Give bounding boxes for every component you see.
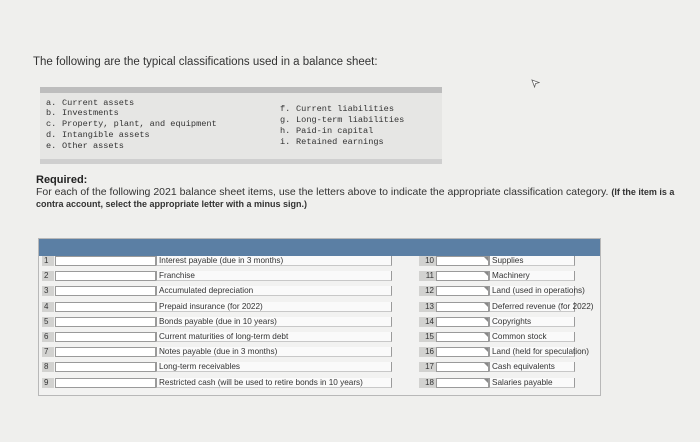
table-row [39,286,600,297]
item-description: Franchise [156,271,392,281]
dropdown-corner-icon [484,348,488,352]
table-row [39,347,600,358]
item-number: 4 [42,302,54,312]
classification-item [280,137,384,148]
classification-table [38,238,601,396]
item-number: 18 [419,378,436,388]
item-number: 15 [419,332,436,342]
dropdown-corner-icon [484,379,488,383]
item-description: Prepaid insurance (for 2022) [156,302,392,312]
item-number: 10 [419,256,436,266]
item-number: 6 [42,332,54,342]
item-number: 2 [42,271,54,281]
classification-label: Current assets [62,98,135,108]
answer-select[interactable] [55,332,156,342]
classification-item [280,126,373,137]
item-description: Long-term receivables [156,362,392,372]
item-number: 17 [419,362,436,372]
classification-item [46,141,124,152]
classification-label: Other assets [62,141,124,151]
dropdown-corner-icon [484,287,488,291]
item-description: Accumulated depreciation [156,286,392,296]
answer-select[interactable] [55,362,156,372]
classification-item [46,108,119,119]
item-number: 3 [42,286,54,296]
required-instruction: For each of the following 2021 balance sheet items, use the letters above to indicate the appropriate classification category. [36,186,609,198]
answer-select[interactable] [436,378,489,388]
classification-label: Retained earnings [296,137,384,147]
intro-text: The following are the typical classifications used in a balance sheet: [33,56,378,68]
table-row [39,256,600,267]
item-number: 14 [419,317,436,327]
answer-select[interactable] [55,347,156,357]
classification-label: Long-term liabilities [296,115,405,125]
classification-item [280,104,394,115]
answer-select[interactable] [55,271,156,281]
mouse-cursor-icon [531,79,540,88]
item-description: Salaries payable [489,378,575,388]
item-number: 5 [42,317,54,327]
dropdown-corner-icon [484,272,488,276]
item-description: Copyrights [489,317,575,327]
item-number: 12 [419,286,436,296]
classification-letter: g. [280,115,291,125]
answer-select[interactable] [436,362,489,372]
classification-letter: f. [280,104,291,114]
dropdown-corner-icon [484,363,488,367]
item-number: 8 [42,362,54,372]
table-row [39,362,600,373]
answer-select[interactable] [55,378,156,388]
classification-letter: h. [280,126,291,136]
classification-item [280,115,404,126]
item-description: Supplies [489,256,575,266]
answer-select[interactable] [55,256,156,266]
item-number: 11 [419,271,436,281]
item-description: Bonds payable (due in 10 years) [156,317,392,327]
table-row [39,302,600,313]
classification-label: Property, plant, and equipment [62,119,217,129]
item-number: 7 [42,347,54,357]
item-number: 1 [42,256,54,266]
dropdown-corner-icon [484,318,488,322]
answer-select[interactable] [436,332,489,342]
item-description: Current maturities of long-term debt [156,332,392,342]
classification-letter: b. [46,108,57,118]
item-description: Restricted cash (will be used to retire bonds in 10 years) [156,378,392,388]
item-number: 13 [419,302,436,312]
classification-label: Paid-in capital [296,126,374,136]
dropdown-corner-icon [484,257,488,261]
classifications-box [40,87,442,164]
item-description: Notes payable (due in 3 months) [156,347,392,357]
item-description: Deferred revenue (for 2022) [489,302,575,312]
classification-label: Intangible assets [62,130,150,140]
answer-select[interactable] [436,302,489,312]
table-row [39,271,600,282]
answer-select[interactable] [55,302,156,312]
item-number: 9 [42,378,54,388]
table-header-bar [39,239,600,256]
dropdown-corner-icon [484,333,488,337]
answer-select[interactable] [55,286,156,296]
table-row [39,378,600,389]
table-row [39,317,600,328]
classification-label: Current liabilities [296,104,394,114]
item-description: Machinery [489,271,575,281]
answer-select[interactable] [436,286,489,296]
required-text [36,186,676,210]
classification-letter: a. [46,98,57,108]
classification-letter: d. [46,130,57,140]
required-title: Required: [36,174,88,186]
classification-item [46,130,150,141]
table-row [39,332,600,343]
classification-letter: i. [280,137,291,147]
answer-select[interactable] [436,317,489,327]
answer-select[interactable] [436,256,489,266]
classification-item [46,119,217,130]
dropdown-corner-icon [484,303,488,307]
classification-label: Investments [62,108,119,118]
classification-letter: c. [46,119,57,129]
item-description: Land (used in operations) [489,286,575,296]
answer-select[interactable] [436,347,489,357]
item-description: Land (held for speculation) [489,347,575,357]
answer-select[interactable] [55,317,156,327]
item-description: Common stock [489,332,575,342]
item-description: Interest payable (due in 3 months) [156,256,392,266]
answer-select[interactable] [436,271,489,281]
required-note: (If the item is a contra account, select the appropriate letter with a minus sign.) [36,187,675,209]
classification-letter: e. [46,141,57,151]
item-description: Cash equivalents [489,362,575,372]
item-number: 16 [419,347,436,357]
